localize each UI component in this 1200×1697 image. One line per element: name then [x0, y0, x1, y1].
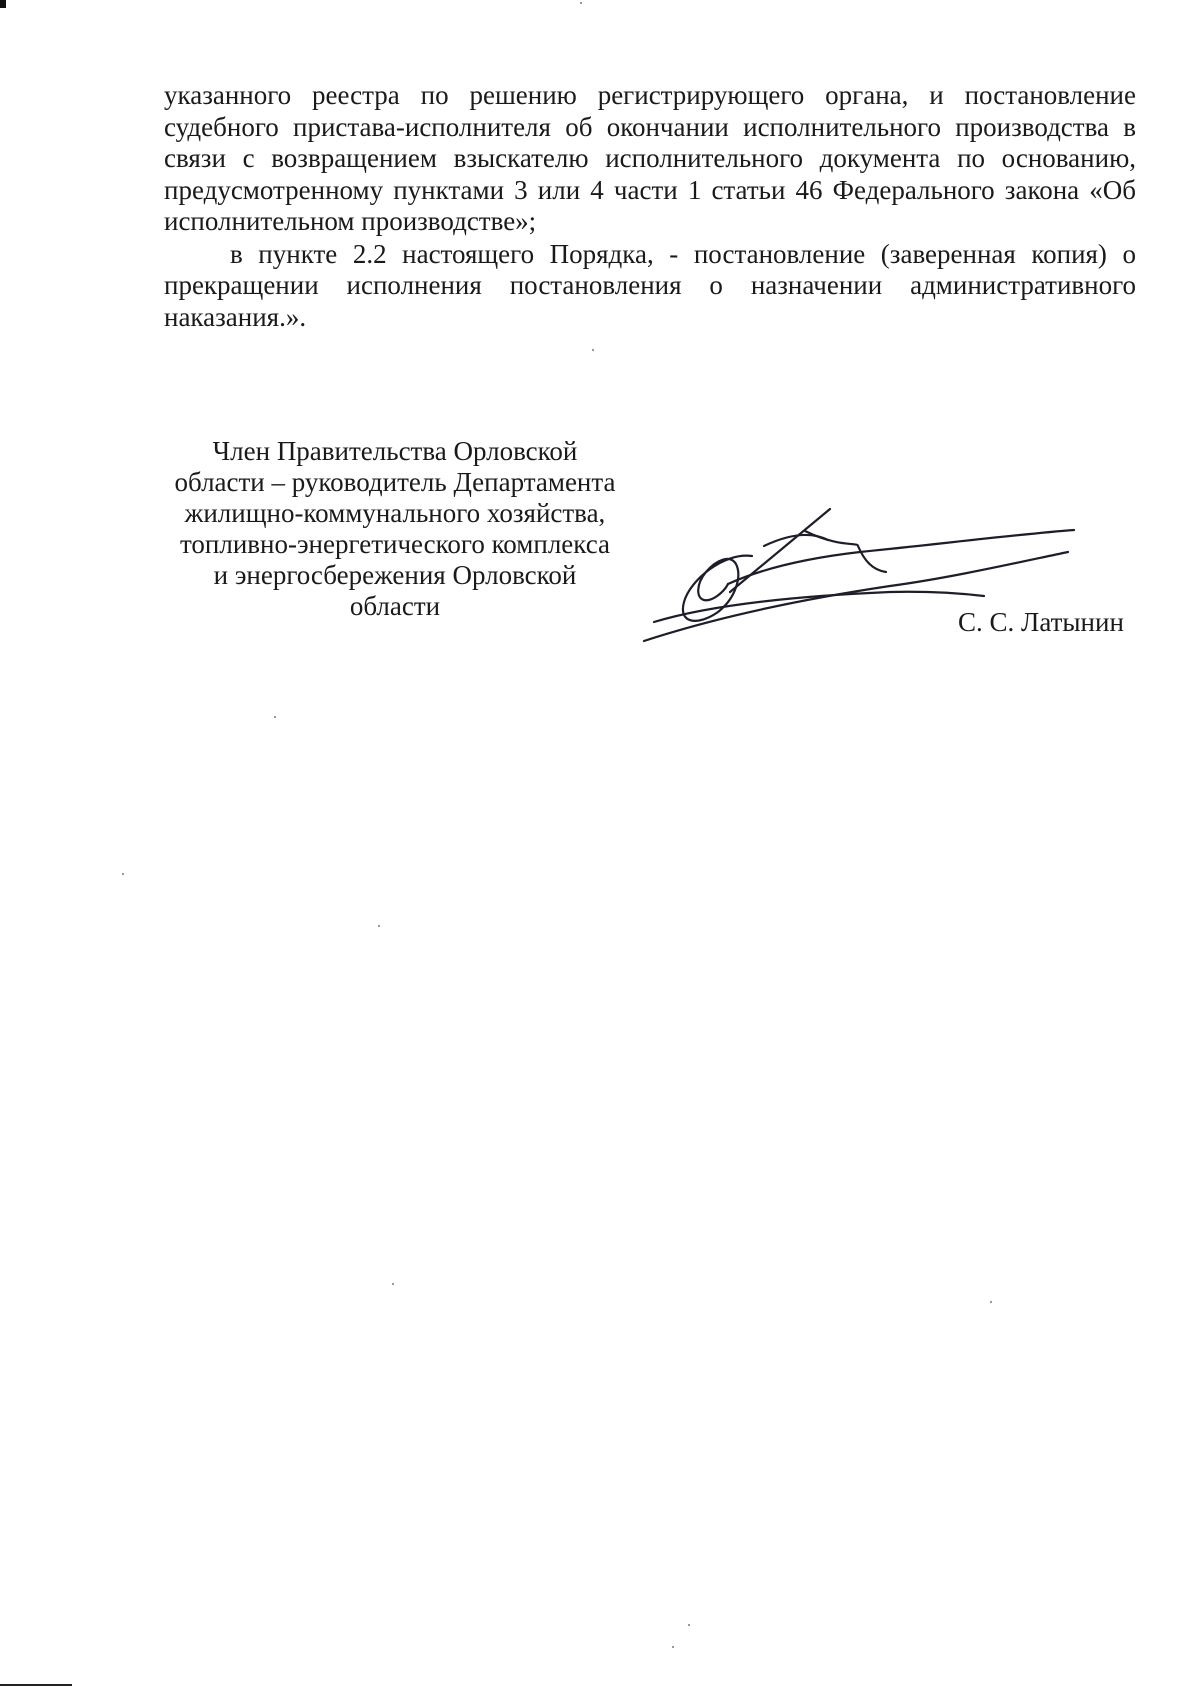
signer-name: С. С. Латынин	[958, 607, 1124, 637]
signature-stroke	[728, 530, 1074, 584]
scan-speck	[378, 925, 380, 927]
signature-stroke	[683, 556, 752, 621]
position-title-line: области	[349, 591, 441, 621]
body-paragraph-1: указанного реестра по решению регистрирующего органа, и постановление судебного пристава-исполнителя об окончании исполнительного производства в связи с возвращением взыскателю исполнительного документа по основанию, предусмотренному пунктами 3 или 4 части 1 статьи 46 Федерального закона «Об исполнительном производстве»;	[164, 80, 1136, 236]
scan-speck	[672, 1646, 674, 1648]
position-title-line: и энергосбережения Орловской	[213, 560, 577, 590]
scan-artifact-corner	[0, 0, 6, 8]
document-body	[164, 80, 1136, 333]
scan-speck	[688, 1624, 690, 1626]
scan-speck	[122, 873, 124, 875]
position-title-line: топливно-энергетического комплекса	[179, 529, 611, 559]
scan-speck	[990, 1301, 992, 1303]
signature-stroke	[654, 592, 984, 622]
signatory-position-title	[152, 436, 638, 622]
scan-artifact-line	[0, 1684, 72, 1686]
position-title-line: области – руководитель Департамента	[174, 467, 616, 497]
scan-speck	[274, 716, 276, 718]
signature-stroke	[764, 535, 828, 546]
body-paragraph-2: в пункте 2.2 настоящего Порядка, - постановление (заверенная копия) о прекращении исполнения постановления о назначении административного наказания.».	[164, 238, 1136, 332]
scan-speck	[580, 2, 582, 4]
scan-speck	[592, 349, 594, 351]
signature-stroke	[730, 509, 830, 592]
position-title-line: Член Правительства Орловской	[212, 436, 578, 466]
position-title-line: жилищно-коммунального хозяйства,	[184, 498, 606, 528]
scan-speck	[392, 1283, 394, 1285]
